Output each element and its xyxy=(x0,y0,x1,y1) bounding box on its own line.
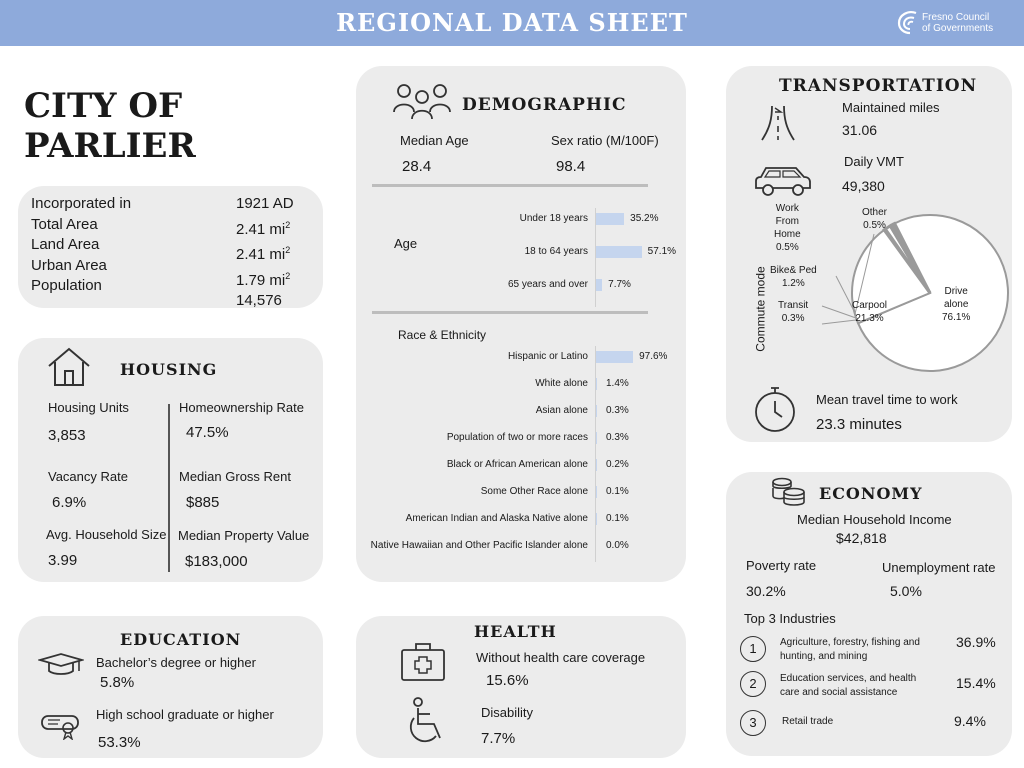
bar-category-label: 65 years and over xyxy=(507,279,588,290)
bachelor-label: Bachelor’s degree or higher xyxy=(96,655,256,670)
bar-axis xyxy=(595,208,596,307)
poverty-rate-label: Poverty rate xyxy=(746,558,817,573)
industry-name-line: Education services, and health xyxy=(780,673,917,684)
pie-label-text: 0.5% xyxy=(775,242,799,253)
house-icon xyxy=(46,346,92,388)
city-title xyxy=(24,86,196,166)
bar-category-label: Some Other Race alone xyxy=(480,486,588,497)
homeownership-label: Homeownership Rate xyxy=(179,400,305,415)
industry-name-line: care and social assistance xyxy=(780,687,898,698)
bar-category-label: Asian alone xyxy=(535,405,588,416)
pie-label-bike-ped xyxy=(770,264,817,290)
maintained-miles-value: 31.06 xyxy=(842,122,878,138)
fact-unit-sup: 2 xyxy=(285,245,291,255)
pie-label-text: 21.3% xyxy=(855,313,884,324)
age-bar-chart xyxy=(356,206,686,306)
industry-name-line: hunting, and mining xyxy=(780,651,868,662)
page-header xyxy=(0,0,1024,46)
education-title: EDUCATION xyxy=(120,630,242,649)
bar-value-label: 0.3% xyxy=(606,405,629,416)
people-icon xyxy=(392,82,452,120)
bachelor-value: 5.8% xyxy=(100,674,135,691)
bar-value-label: 0.1% xyxy=(606,513,629,524)
bar-category-label: American Indian and Alaska Native alone xyxy=(405,513,588,524)
pie-label-work-from-home xyxy=(774,202,801,254)
race-chart-label: Race & Ethnicity xyxy=(398,328,487,342)
pie-label-text: Other xyxy=(862,207,888,218)
housing-title: HOUSING xyxy=(120,360,218,379)
bar xyxy=(596,486,597,498)
fact-value: 14,576 xyxy=(236,292,282,309)
health-card xyxy=(356,616,686,758)
age-chart-label: Age xyxy=(394,236,418,251)
vacancy-rate-value: 6.9% xyxy=(52,494,87,511)
industry-share: 15.4% xyxy=(956,675,996,691)
housing-card xyxy=(18,338,323,582)
coverage-value: 15.6% xyxy=(486,672,529,689)
industry-name: Retail trade xyxy=(782,716,834,727)
coins-icon xyxy=(770,476,808,506)
bar-category-label: 18 to 64 years xyxy=(524,246,588,257)
highschool-label: High school graduate or higher xyxy=(96,707,274,722)
industry-name xyxy=(780,672,916,700)
logo-line-1: Fresno Council xyxy=(922,12,990,23)
disability-value: 7.7% xyxy=(481,730,516,747)
fact-unit-sup: 2 xyxy=(285,219,291,230)
industry-rank-badge: 1 xyxy=(740,636,766,662)
property-value-label: Median Property Value xyxy=(178,528,310,543)
facts-values xyxy=(236,194,294,312)
demographic-card xyxy=(356,66,686,582)
housing-units-label: Housing Units xyxy=(48,400,129,415)
bar-value-label: 0.0% xyxy=(606,540,629,551)
bar xyxy=(596,513,597,525)
disability-label: Disability xyxy=(481,705,534,720)
daily-vmt-label: Daily VMT xyxy=(844,154,904,169)
housing-units-value: 3,853 xyxy=(48,427,86,444)
top-industries-label: Top 3 Industries xyxy=(744,611,836,626)
bar xyxy=(596,378,597,390)
travel-time-label: Mean travel time to work xyxy=(816,392,958,407)
city-title-line-2: PARLIER xyxy=(24,126,196,166)
fact-value: 1921 AD xyxy=(236,195,294,212)
fact-value: 1.79 mi xyxy=(236,271,286,289)
bar-category-label: Black or African American alone xyxy=(446,459,588,470)
property-value-value: $183,000 xyxy=(185,553,248,570)
pie-label-text: Work xyxy=(775,203,799,214)
highschool-value: 53.3% xyxy=(98,734,141,751)
bar-category-label: White alone xyxy=(535,378,588,389)
vacancy-rate-label: Vacancy Rate xyxy=(48,469,128,484)
sex-ratio-label: Sex ratio (M/100F) xyxy=(551,133,659,148)
bar xyxy=(596,405,597,417)
wheelchair-icon xyxy=(404,696,450,748)
gross-rent-label: Median Gross Rent xyxy=(179,469,291,484)
fresno-cog-logo xyxy=(894,8,1004,38)
fact-unit-sup: 2 xyxy=(285,270,291,281)
pie-label-text: Transit xyxy=(778,300,809,311)
economy-card xyxy=(726,472,1012,756)
fact-label: Land Area xyxy=(31,236,100,253)
transportation-title: TRANSPORTATION xyxy=(779,76,978,96)
bar-axis xyxy=(595,346,596,562)
travel-time-value: 23.3 minutes xyxy=(816,416,902,433)
graduation-cap-icon xyxy=(38,652,84,678)
bar xyxy=(596,432,597,444)
bar-value-label: 0.3% xyxy=(606,432,629,443)
pie-label-text: 0.3% xyxy=(781,313,805,324)
pie-label-drive-alone xyxy=(942,285,970,324)
bar-value-label: 35.2% xyxy=(630,213,659,224)
facts-labels xyxy=(31,194,131,297)
homeownership-value: 47.5% xyxy=(186,424,229,441)
pie-label-text: Drive xyxy=(944,286,968,297)
bar-value-label: 0.1% xyxy=(606,486,629,497)
industry-rank-badge: 2 xyxy=(740,671,766,697)
household-size-value: 3.99 xyxy=(48,552,78,569)
bar-category-label: Population of two or more races xyxy=(446,432,588,443)
bar-category-label: Under 18 years xyxy=(519,213,588,224)
fact-label: Population xyxy=(31,277,102,294)
pie-label-other xyxy=(862,206,887,232)
bar xyxy=(596,246,642,258)
pie-leader-line xyxy=(822,306,856,318)
sex-ratio-value: 98.4 xyxy=(556,158,586,175)
household-size-label: Avg. Household Size xyxy=(46,527,167,542)
fact-label: Urban Area xyxy=(31,256,107,274)
bar xyxy=(596,459,597,471)
pie-label-text: Home xyxy=(774,229,801,240)
health-title: HEALTH xyxy=(474,622,557,641)
bar xyxy=(596,213,624,225)
pie-label-text: Bike& Ped xyxy=(770,265,817,276)
pie-label-text: 1.2% xyxy=(781,278,805,289)
bar-value-label: 7.7% xyxy=(608,279,631,290)
industry-share: 9.4% xyxy=(954,713,986,729)
gross-rent-value: $885 xyxy=(186,494,220,511)
unemployment-rate-value: 5.0% xyxy=(890,583,922,599)
demographic-title: DEMOGRAPHIC xyxy=(462,95,627,115)
industry-name xyxy=(780,636,920,664)
fact-value: 2.41 mi xyxy=(236,220,286,238)
bar xyxy=(596,351,633,363)
pie-label-text: From xyxy=(775,216,800,227)
city-facts-card xyxy=(18,186,323,308)
race-bar-chart xyxy=(356,344,686,564)
logo-line-2: of Governments xyxy=(922,23,994,34)
fact-value: 2.41 mi xyxy=(236,246,286,263)
bar xyxy=(596,279,602,291)
pie-label-text: 76.1% xyxy=(942,312,971,323)
industry-rank-badge: 3 xyxy=(740,710,766,736)
daily-vmt-value: 49,380 xyxy=(842,178,885,194)
first-aid-kit-icon xyxy=(400,640,446,682)
median-age-value: 28.4 xyxy=(402,158,432,175)
pie-label-text: 0.5% xyxy=(863,220,886,231)
stopwatch-icon xyxy=(752,384,798,434)
diploma-icon xyxy=(40,710,86,740)
pie-leader-line xyxy=(822,320,856,324)
median-income-label: Median Household Income xyxy=(797,512,952,527)
pie-label-carpool xyxy=(852,299,887,325)
economy-title: ECONOMY xyxy=(819,484,923,503)
commute-mode-axis-label: Commute mode xyxy=(753,266,768,352)
industry-name-line: Agriculture, forestry, fishing and xyxy=(780,637,920,648)
logo-swirl-icon xyxy=(894,8,922,36)
demographic-divider xyxy=(372,311,648,314)
page-title: REGIONAL DATA SHEET xyxy=(336,8,688,37)
bar-value-label: 1.4% xyxy=(606,378,629,389)
maintained-miles-label: Maintained miles xyxy=(842,100,940,115)
bar-value-label: 97.6% xyxy=(639,351,668,362)
demographic-divider xyxy=(372,184,648,187)
coverage-label: Without health care coverage xyxy=(476,650,646,665)
transportation-card xyxy=(726,66,1012,442)
pie-label-text: Carpool xyxy=(852,300,888,311)
fact-label: Total Area xyxy=(31,215,98,233)
city-title-line-1: CITY OF xyxy=(24,86,183,126)
bar-value-label: 57.1% xyxy=(647,246,677,257)
housing-divider xyxy=(168,404,170,572)
bar-category-label: Hispanic or Latino xyxy=(507,351,588,362)
median-income-value: $42,818 xyxy=(836,530,887,546)
education-card xyxy=(18,616,323,758)
median-age-label: Median Age xyxy=(400,133,469,148)
pie-label-transit xyxy=(778,299,808,325)
pie-label-text: alone xyxy=(943,299,969,310)
fact-label: Incorporated in xyxy=(31,195,132,212)
industry-share: 36.9% xyxy=(956,634,996,650)
poverty-rate-value: 30.2% xyxy=(746,583,786,599)
unemployment-rate-label: Unemployment rate xyxy=(882,560,996,575)
bar-category-label: Native Hawaiian and Other Pacific Islander alone xyxy=(370,540,588,551)
bar-value-label: 0.2% xyxy=(606,459,629,470)
